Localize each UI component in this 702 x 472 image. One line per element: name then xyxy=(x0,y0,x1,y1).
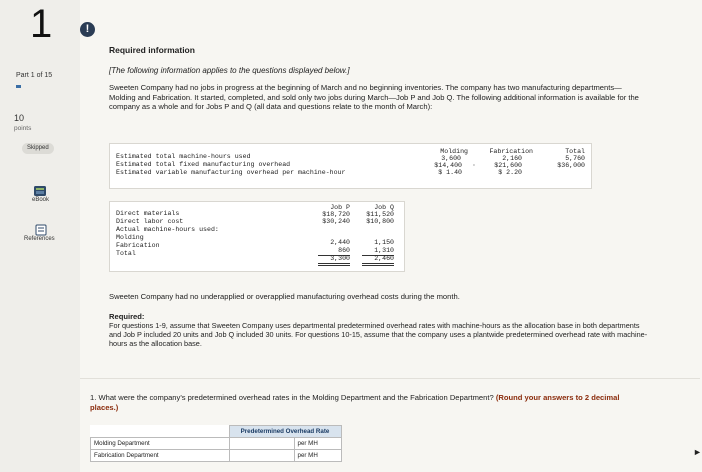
row-label: Fabrication xyxy=(116,242,160,249)
question-1-emphasis: (Round your answers to 2 decimal places.) xyxy=(90,393,620,412)
ebook-link[interactable]: eBook xyxy=(32,197,50,203)
row-label: Direct labor cost xyxy=(116,218,184,225)
intro-paragraph: Sweeten Company had no jobs in progress at the beginning of March and no beginning inventories. The company has two manufacturing departments—Molding and Fabrication. It started, completed, and sold only two jobs during March—Job P and Job Q. The following additional information is available for the company as a whole and for Jobs P and Q (all data and questions relate to the month of March): xyxy=(109,83,639,112)
row-label: Estimated variable manufacturing overhead per machine-hour xyxy=(116,169,346,176)
column-header: Molding xyxy=(440,148,468,155)
status-badge: Skipped xyxy=(22,143,54,154)
overhead-estimates-table xyxy=(109,143,592,189)
references-icon[interactable] xyxy=(35,222,47,232)
references-link[interactable]: References xyxy=(24,236,55,242)
ebook-icon[interactable] xyxy=(34,183,46,193)
points-label: points xyxy=(14,125,32,132)
unit-label: per MH xyxy=(294,438,341,450)
table-row xyxy=(91,450,342,462)
table-cell: $ 2.20 xyxy=(498,169,522,176)
row-label: Molding xyxy=(116,234,144,241)
table-cell: 2,440 xyxy=(330,239,350,246)
mouse-cursor-icon: ► xyxy=(693,447,702,457)
table-cell: 1,150 xyxy=(374,239,394,246)
table-row xyxy=(91,438,342,450)
answer-table xyxy=(90,425,342,462)
required-text: For questions 1-9, assume that Sweeten Company uses departmental predetermined overhead rates with machine-hours as the allocation base in both departments and Job P included 20 units and Job Q included 30 units. For questions 10-15, assume that the company uses a plantwide predetermined overhead rate with machine-hours as the allocation base. xyxy=(109,321,648,349)
table-cell: $18,720 xyxy=(322,211,350,218)
alert-icon: ! xyxy=(80,22,95,37)
table-cell: 3,600 xyxy=(441,155,461,162)
row-label: Estimated total machine-hours used xyxy=(116,153,251,160)
answer-table-spacer xyxy=(91,426,230,438)
table-cell: $36,000 xyxy=(557,162,585,169)
table-cell: 2,460 xyxy=(362,255,394,266)
statement-text: Sweeten Company had no underapplied or overapplied manufacturing overhead costs during the month. xyxy=(109,292,460,301)
separator-dot: · xyxy=(472,162,476,169)
row-label: Total xyxy=(116,250,136,257)
part-indicator: Part 1 of 15 xyxy=(16,72,53,79)
table-cell: 1,310 xyxy=(362,247,394,256)
fabrication-rate-input[interactable] xyxy=(229,450,294,462)
question-1-text xyxy=(90,393,645,412)
required-info-subtitle: [The following information applies to the questions displayed below.] xyxy=(109,66,350,75)
table-cell: $ 1.40 xyxy=(438,169,462,176)
question-1-prompt: 1. What were the company's predetermined overhead rates in the Molding Department and the Fabrication Department? xyxy=(90,393,494,402)
table-cell: 5,760 xyxy=(565,155,585,162)
column-header: Job Q xyxy=(374,204,394,211)
row-label: Actual machine-hours used: xyxy=(116,226,219,233)
points-value: 10 xyxy=(14,113,25,123)
table-cell: $10,800 xyxy=(366,218,394,225)
table-cell: 860 xyxy=(318,247,350,256)
molding-department-label: Molding Department xyxy=(91,438,230,450)
table-cell: $21,600 xyxy=(494,162,522,169)
answer-table-header: Predetermined Overhead Rate xyxy=(229,426,341,438)
table-cell: $14,400 xyxy=(434,162,462,169)
row-label: Direct materials xyxy=(116,210,180,217)
job-costs-table xyxy=(109,201,405,272)
table-cell: 3,300 xyxy=(318,255,350,266)
required-info-title: Required information xyxy=(109,45,195,55)
table-cell: $30,240 xyxy=(322,218,350,225)
column-header: Fabrication xyxy=(489,148,533,155)
fabrication-department-label: Fabrication Department xyxy=(91,450,230,462)
question-number: 1 xyxy=(30,2,53,46)
column-header: Total xyxy=(565,148,585,155)
column-header: Job P xyxy=(330,204,350,211)
sidebar xyxy=(0,0,80,472)
table-cell: 2,160 xyxy=(502,155,522,162)
unit-label: per MH xyxy=(294,450,341,462)
required-heading: Required: xyxy=(109,312,145,321)
molding-rate-input[interactable] xyxy=(229,438,294,450)
main-content xyxy=(80,0,700,472)
part-progress-marker xyxy=(16,85,21,88)
table-cell: $11,520 xyxy=(366,211,394,218)
row-label: Estimated total fixed manufacturing overhead xyxy=(116,161,291,168)
divider xyxy=(80,378,700,379)
